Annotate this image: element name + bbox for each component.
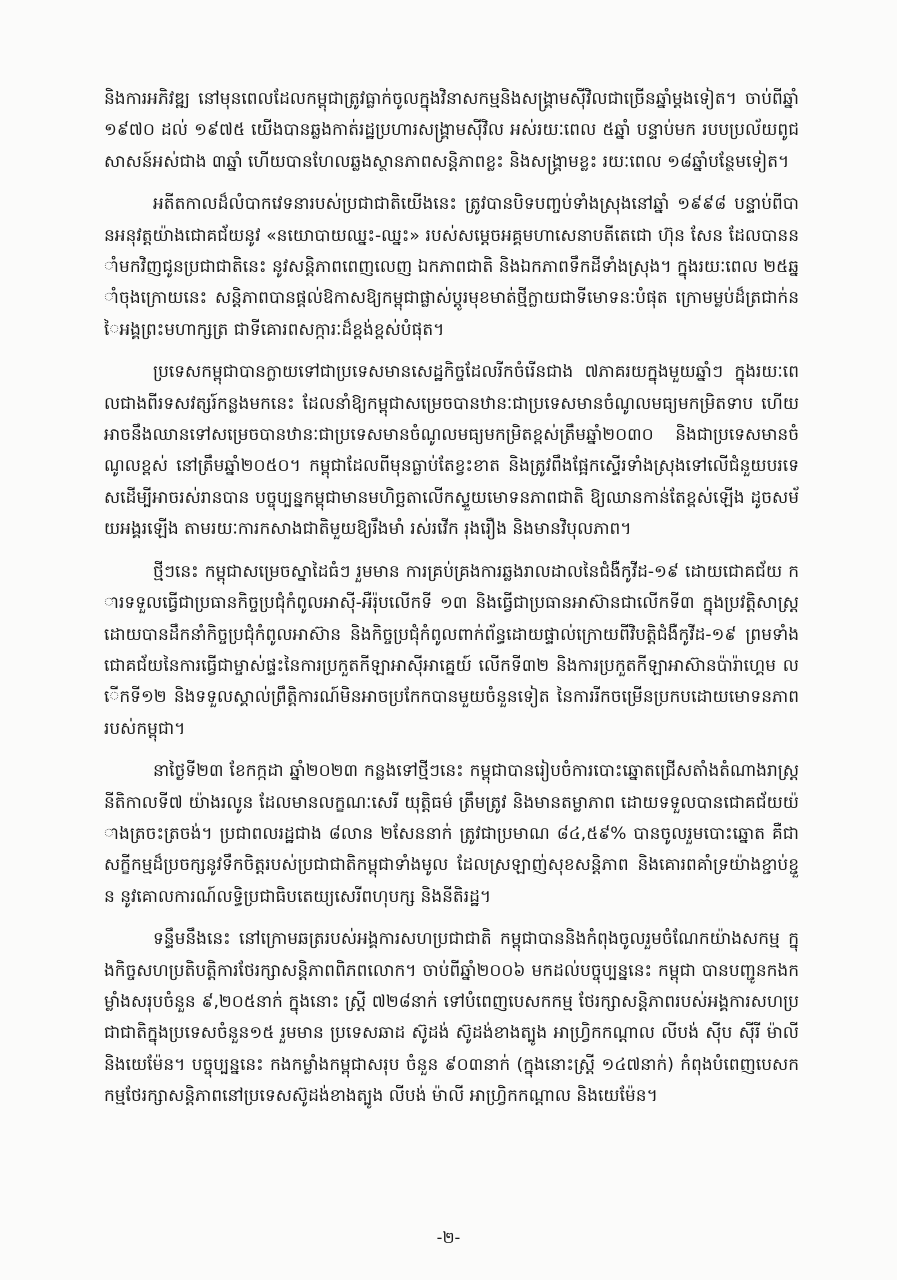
page-number: -២-: [436, 1228, 461, 1247]
paragraph-6: ទន្ទឹមនឹងនេះ នៅក្រោមឆត្ររបស់អង្គការសហប្រជាជាតិ កម្ពុជាបាននិងកំពុងចូលរួមចំណែកយ៉ាងសកម្ម ក្នុងកិច្ចសហប្រតិបត្តិការថែរក្សាសន្តិភាពពិភពលោក។ ចាប់ពីឆ្នាំ២០០៦ មកដល់បច្ចុប្បន្ននេះ កម្ពុជា បានបញ្ជូនកងកម្លាំងសរុបចំនួន ៩,២០៥នាក់ ក្នុងនោះ ស្ត្រី ៧២៨នាក់ ទៅបំពេញបេសកកម្ម ថែរក្សាសន្តិភាពរបស់អង្គការសហប្រជាជាតិក្នុងប្រទេសចំនួន១៥ រួមមាន ប្រទេសឆាដ ស៊ូដង់ ស៊ូដង់ខាងត្បូង អាហ្វ្រិកកណ្តាល លីបង់ ស៊ីប ស៊ីរី ម៉ាលី និងយេម៉ែន។ បច្ចុប្បន្ននេះ កងកម្លាំងកម្ពុជាសរុប ចំនួន ៩០៣នាក់ (ក្នុងនោះស្ត្រី ១៤៧នាក់) កំពុងបំពេញបេសកកម្មថែរក្សាសន្តិភាពនៅប្រទេសស៊ូដង់ខាងត្បូង លីបង់ ម៉ាលី អាហ្វ្រិកកណ្តាល និងយេម៉ែន។: [104, 929, 799, 1107]
paragraph-4: ថ្មីៗនេះ កម្ពុជាសម្រេចស្នាដៃធំៗ រួមមាន ការគ្រប់គ្រងការឆ្លងរាលដាលនៃជំងឺកូវីដ-១៩ ដោយជោគជ័យ ការទទួលធ្វើជាប្រធានកិច្ចប្រជុំកំពូលអាស៊ី-អឺរ៉ុបលើកទី ១៣ និងធ្វើជាប្រធានអាស៊ានជាលើកទី៣ ក្នុងប្រវត្តិសាស្ត្រ ដោយបានដឹកនាំកិច្ចប្រជុំកំពូលអាស៊ាន និងកិច្ចប្រជុំកំពូលពាក់ព័ន្ធដោយផ្ទាល់ក្រោយពីវិបត្តិជំងឺកូវីដ-១៩ ព្រមទាំង ជោគជ័យនៃការធ្វើជាម្ចាស់ផ្ទះនៃការប្រកួតកីឡាអាស៊ីអាគ្នេយ៍ លើកទី៣២ និងការប្រកួតកីឡាអាស៊ានប៉ារ៉ាហ្គេម លើកទី១២ និងទទួលស្គាល់ព្រឹត្តិការណ៍មិនអាចប្រកែកបានមួយចំនួនទៀត នៃការរីកចម្រើនប្រកបដោយមោទនភាពរបស់កម្ពុជា។: [104, 561, 799, 739]
paragraph-5: នាថ្ងៃទី២៣ ខែកក្កដា ឆ្នាំ២០២៣ កន្លងទៅថ្មីៗនេះ កម្ពុជាបានរៀបចំការបោះឆ្នោតជ្រើសតាំងតំណាងរាស្ត្រ នីតិកាលទី៧ យ៉ាងរលូន ដែលមានលក្ខណៈសេរី យុត្តិធម៌ ត្រឹមត្រូវ និងមានតម្លាភាព ដោយទទួលបានជោគជ័យយ៉ាងត្រចះត្រចង់។ ប្រជាពលរដ្ឋជាង ៨លាន ២សែននាក់ ត្រូវជាប្រមាណ ៨៤,៥៩% បានចូលរួមបោះឆ្នោត គឺជាសក្ខីកម្មដ៏ប្រចក្សនូវទឹកចិត្តរបស់ប្រជាជាតិកម្ពុជាទាំងមូល ដែលស្រឡាញ់សុខសន្តិភាព និងគោរពគាំទ្រយ៉ាងខ្ជាប់ខ្ជួន នូវគោលការណ៍លទ្ធិប្រជាធិបតេយ្យសេរីពហុបក្ស និងនីតិរដ្ឋ។: [104, 761, 799, 907]
paragraph-3: ប្រទេសកម្ពុជាបានក្លាយទៅជាប្រទេសមានសេដ្ឋកិច្ចដែលរីកចំរើនជាង ៧ភាគរយក្នុងមួយឆ្នាំៗ ក្នុងរយៈពេលជាងពីរទសវត្សរ៍កន្លងមកនេះ ដែលនាំឱ្យកម្ពុជាសម្រេចបានឋានៈជាប្រទេសមានចំណូលមធ្យមកម្រិតទាប ហើយអាចនឹងឈានទៅសម្រេចបានឋានៈជាប្រទេសមានចំណូលមធ្យមកម្រិតខ្ពស់ត្រឹមឆ្នាំ២០៣០ និងជាប្រទេសមានចំណូលខ្ពស់ នៅត្រឹមឆ្នាំ២០៥០។ កម្ពុជាដែលពីមុនធ្លាប់តែខ្វះខាត និងត្រូវពឹងផ្អែកស្ទើរទាំងស្រុងទៅលើជំនួយបរទេសដើម្បីអាចរស់រានបាន បច្ចុប្បន្នកម្ពុជាមានមហិច្ឆតាលើកស្ទួយមោទនភាពជាតិ ឱ្យឈានកាន់តែខ្ពស់ឡើង ដូចសម័យអង្គរឡើង តាមរយៈការកសាងជាតិមួយឱ្យរឹងមាំ រស់រវើក រុងរឿង និងមានវិបុលភាព។: [104, 362, 799, 540]
paragraph-2: អតីតកាលដ៏លំបាកវេទនារបស់ប្រជាជាតិយើងនេះ ត្រូវបានបិទបញ្ចប់ទាំងស្រុងនៅឆ្នាំ ១៩៩៨ បន្ទាប់ពីបានអនុវត្តយ៉ាងជោគជ័យនូវ «នយោបាយឈ្នះ-ឈ្នះ» របស់សម្តេចអគ្គមហាសេនាបតីតេជោ ហ៊ុន សែន ដែលបាននាំមកវិញជូនប្រជាជាតិនេះ នូវសន្តិភាពពេញលេញ ឯកភាពជាតិ និងឯកភាពទឹកដីទាំងស្រុង។ ក្នុងរយៈពេល ២៥ឆ្នាំចុងក្រោយនេះ សន្តិភាពបានផ្តល់ឱកាសឱ្យកម្ពុជាផ្លាស់ប្តូរមុខមាត់ថ្មីក្លាយជាទីមោទនៈបំផុត ក្រោមម្លប់ដ៏ត្រជាក់នៃអង្គព្រះមហាក្សត្រ ជាទីគោរពសក្ការៈដ៏ខ្ពង់ខ្ពស់បំផុត។: [104, 194, 799, 340]
paragraph-1: និងការអភិវឌ្ឍ នៅមុនពេលដែលកម្ពុជាត្រូវធ្លាក់ចូលក្នុងវិនាសកម្មនិងសង្គ្រាមស៊ីវិលជាច្រើនឆ្នាំម្តងទៀត។ ចាប់ពីឆ្នាំ១៩៧០ ដល់ ១៩៧៥ យើងបានឆ្លងកាត់រដ្ឋប្រហារសង្គ្រាមស៊ីវិល អស់រយៈពេល ៥ឆ្នាំ បន្ទាប់មក របបប្រល័យពូជសាសន៍អស់ជាង ៣ឆ្នាំ ហើយបានហែលឆ្លងស្ថានភាពសន្តិភាពខ្លះ និងសង្គ្រាមខ្លះ រយៈពេល ១៨ឆ្នាំបន្ថែមទៀត។: [104, 89, 799, 172]
document-body: [104, 84, 799, 1194]
